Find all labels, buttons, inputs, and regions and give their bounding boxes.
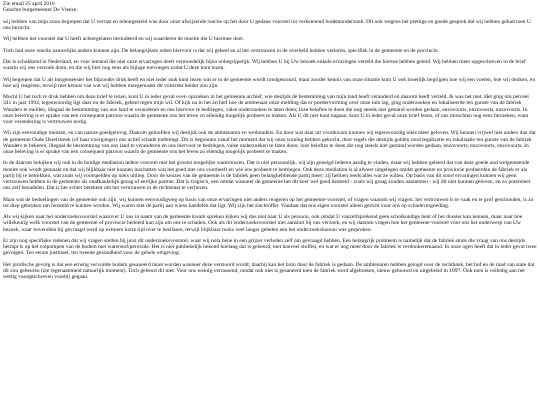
paragraph: Als wij kijken naar het onderzoeksvoorstel waarover U ons in naam van de gemeente kwam spreken kijken wij dus niet naar U als persoon, ook omdat U vanzelfsprekend geen scholkundige bent of het dossier kan kennen, maar naar hoe willekeurig welk voorstel van de gemeente of provincie bedoeld kan zijn om ons te schaden. Ook als dit onderzoeksvoorstel niet aansluit bij ons verzoek, en wij daarom vragen hoe het gemeente voorstel voor ons het onderwerp van Uw bezoek, waar bovendien bij gevraagd werd op extreem korte tijd over te beslissen, terwijl blijkbaar rooks veel langer geleden een het onderzoeksbureau was gesproken. [3, 214, 523, 233]
date-line: Zie email 25 april 2016 [3, 1, 55, 7]
paragraph: Wij hebben het voorstel dat U heeft achtergelaten bestudeerd en wij waarderen de moeite die U hiermee doet. [3, 36, 244, 43]
paragraph: Toch had onze reactie nauwelijks anders kunnen zijn. De belangrijkste reden hiervoor is dat wij geheel en al het vertrouwen in de overheid hebben verloren, specifiek in de gemeente en de provincie. [3, 47, 440, 54]
paragraph: wij hebben van mijn zoon begrepen dat U verrast en teleurgesteld was door onze afwijzende reactie op het door U gedane voorstel tot verkennend bodemonderzoek. Dit ook wegens het prettige en goede gesprek dat wij hebben gehad toen U ons bezocht. [3, 18, 531, 31]
paragraph: Wij begrepen dat U als burgemeester het bijzonder druk heeft en niet ieder stuk kunt lezen wat er in de gemeente wordt rondgestuurd, maar zonder kennis van onze situatie kunt U ook moeilijk begrijpen hoe wij een voelen, hoe wij denken, en hoe wij reageren, terwijl met kennis van wat wij hebben meegemaakt dit volstrekt helder zou zijn. [3, 76, 536, 89]
paragraph: In de daarom bekijken wij ook in de huidige mediation iedere voorstel met het grootst mogelijke wantrouwen. Dat is niet persoonlijk, wij zijn geneigd iederen aardig te vinden, maar wij hebben geleerd dat van deze goede and welgemeende moeite ook wordt gemaakt en dat wij blijkbaar niet kunnen inschatten wat het goed met ons voorheeft en wie ons probeert te bedriegen. Ook deze mediation is al alweer uitgelegen omdat gemeente en provincie probeerden de fabriek er als partij bij te betrekken, wat zoals wij voorspelden op niets uitliep. Door de keuzes van de gemeente is de fabriek geen belanghebbende partij meer; zij hebben reeds alles wat ze willen. Op basis van dit soort ervaringen kunnen wij geen vertrouwen hebben in de gemeente als onafhankelijk gezag of eerlijke partner. Dat is tragisch, een omdat wanneer de gemeente het dit keer wel goed bedoeld - zoals wij graag zouden aannemen - wij dit niet kunnen geloven, en zo potentieel ons zelf benadelen. Dat is het echter betekent om het vertrouwen in de rechtstaat te verliezen. [3, 160, 531, 192]
paragraph: Wij zijn eenvoudige mensen, en van nature goedgelovig. Daarom geloofden wij destijds ook de ambtenaren en wethouders. En door wat daar uit voortkwam kunnen wij tegenwoordig niets meer geloven. Wij kennen vrijwel niet anders dan dat de gemeente Oude IJsselstreek (of haar voorganger) ons actief schade toebrengt. Dit is begonnen vanaf het moment dat wij onze woning hebben gekocht, door regels die destijds golden rond legalisatie en lokalisatie ten gunste van de fabriek Wanders te bekeren, illegaal de bestemming van ons land te veranderen en ons hiervoor te bedriegen, valse onderzoeken te laten doen; loze beloftes te doen die nog steeds niet gestand worden gedaan, enzovoorts, enzovoorts, enzovoorts. In onze beleving is er sprake van een consequent patroon waarin de gemeente ons het leven zo ellendig mogelijk probeert te maken. [3, 130, 536, 155]
paragraph: Maar wat de bedoelingen van de gemeente ook zijn, wij kunnen eenvoudigweg op basis van onze ervaringen niet anders reageren op het gemeente-voorstel, of vragen waarom wij vragen: het vertrouwen is te vaak en te grof geschonden, is zo tot diep gebroken om hersteld te kunnen worden. Wij waren niet de partij aan wiens handelen dat ligt. Wij zijn het slachtoffer. Vandaar dat ons eigen voorstel alleen gericht voor ons op schadevergoeding. [3, 196, 534, 209]
paragraph: Er zijn nog specifieke redenen dat wij vragen stellen bij juist dit onderzoeksvoorstel, waar wij nota bene in een grijzer verleden zelf om gevraagd hebben. Een belangrijk probleem is namelijk dat de fabriek sinds die vraag van ons destijds betrapt is op het volpompen van de bodem met waterstof/peroxide. Het is niet publiekelijk bekend hoelang dat is gebeurd, met hoeveel stoffen, en wat er nog meer door de fabriek is verdonkeremaand. In onze ogen heeft dat in ieder geval twee gevolgen. Ten eerste justitieel, ten tweede gezondheid voor de gehele omgeving. [3, 237, 537, 257]
paragraph: Mocht U het toch te druk hebben om deze brief te lezen, kunt U in ieder geval even opzoeken in het gemeente archief, wie destijds de bestemming van mijn land heeft veranderd en daarom heeft verteld. Ik was het niet. Het ging om perceel 341 in jaar 1994, tegenwoordig ligt daar nu de fabriek, geheel tegen mijn wil. Of kijk na in het archief hoe de ambtenaar onze melding dat er poedervorming over onze tuin lag, ging onderzoeken en lokaliseerde ten gunste van de fabriek Wanders te melden, illegaal de bestemming van ons land te veranderen en ons hiervoor te bedriegen, valse onderzoeken te laten doen; loze beloftes te doen die nog steeds niet gestand worden gedaan, enzovoorts, enzovoorts, enzovoorts. In onze beleving is er sprake van een consequent patroon waarin de gemeente ons het leven zo ellendig mogelijk probeert te maken. Als U dit niet kunt nagaan, kunt U in ieder geval onze brief lezen, of ons misschien nog eens bezoeken, want voor verandering is vertrouwen nodig. [3, 94, 529, 125]
salutation: Geachte burgemeester De Vreeze, [3, 7, 78, 14]
paragraph: Het juridische gevolg is dat een ernstig vervuilde bodem gesaneerd moet worden wanneer deze verstoord wordt; daarbij kan het bron door de fabriek is gedaan. De ambtenaren hebben gelogd over de rechtbank, het hof en de raad van state dat dit zou gebeuren (zie regenaanmeld natuurlijk moment). Toch gebeurt dit niet. Voor ons weinig verrassend, omdat ook niet is gesaneerd toen de fabriek werd afgebroken, nieuw gebouwd en uitgebreid in 1997. Ook toen is volledig aan het wettig voorgeschreven voorbij gegaan. [3, 261, 535, 281]
paragraph: Dat is schokkend in Nederland, en voor iemand die niet onze ervaringen deelt vermoedelijk bijna onbegrijpelijk. Wij hebben U bij Uw bezoek enkele ervaringen verteld die hiertoe hebben geleid. Wij hebben meer opgeschreven in de brief waarin wij ons verzoek doen, en die wij hier nog eens als bijlage toevoegen zodat U deze kunt lezen. [3, 58, 526, 72]
